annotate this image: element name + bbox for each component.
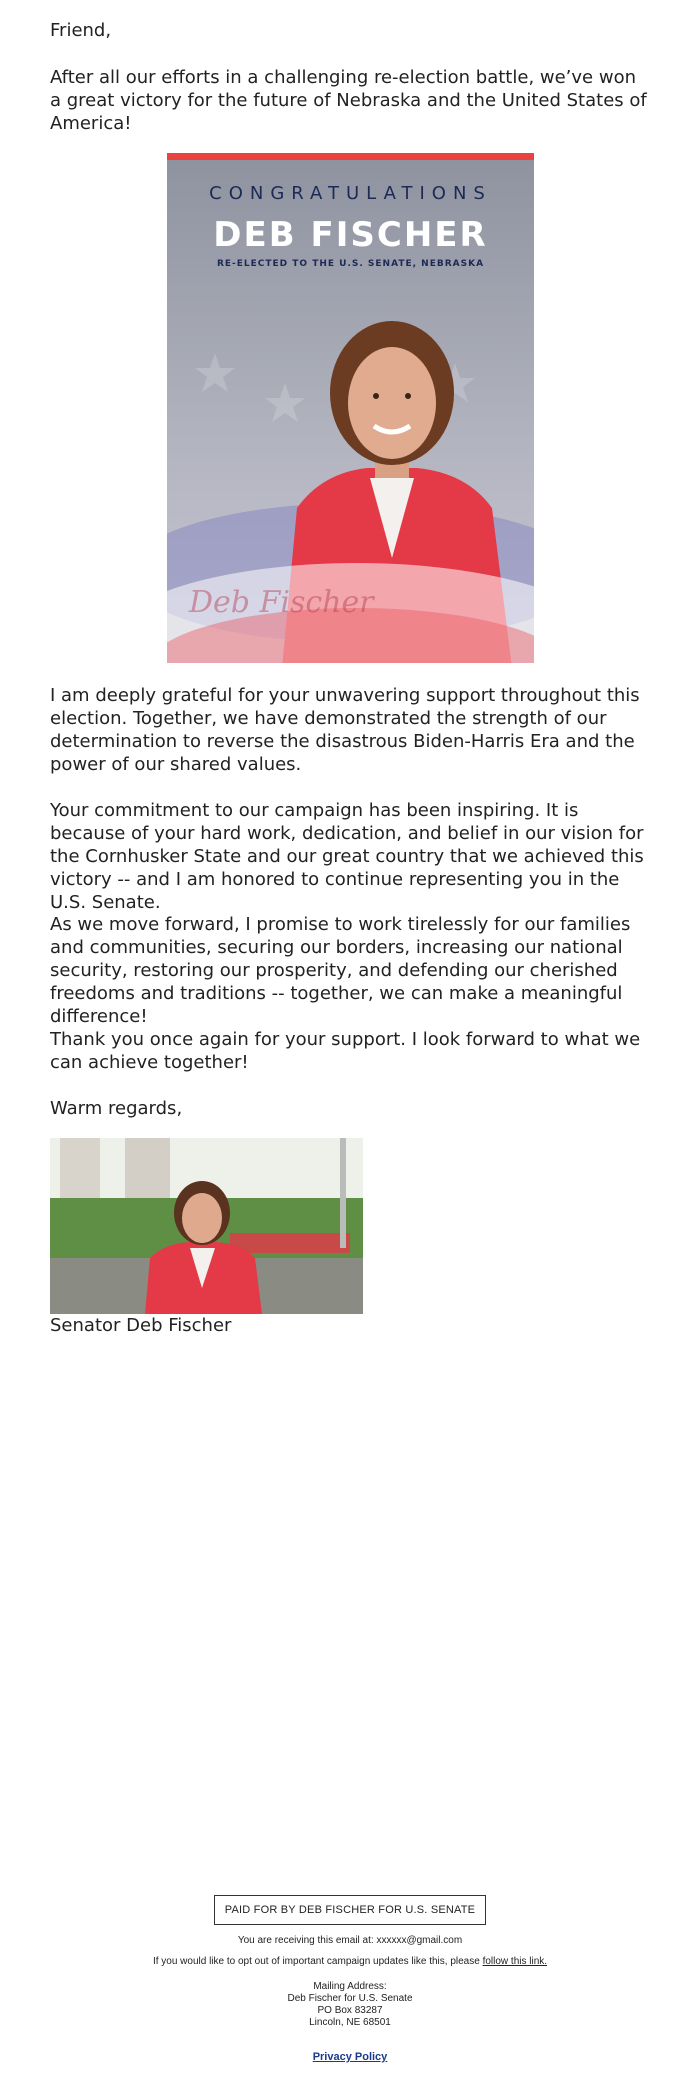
privacy-policy-link[interactable]: Privacy Policy <box>312 2051 388 2063</box>
hero-congratulations: CONGRATULATIONS <box>209 183 492 204</box>
receiving-notice: You are receiving this email at: xxxxxx@gmail.com <box>237 1935 463 1946</box>
hero-signature: Deb Fischer <box>189 585 374 620</box>
greeting: Friend, <box>50 20 112 41</box>
paid-for-box: PAID FOR BY DEB FISCHER FOR U.S. SENATE <box>214 1895 486 1925</box>
warm-regards: Warm regards, <box>50 1098 183 1119</box>
paragraph-commitment: Your commitment to our campaign has been inspiring. It is because of your hard work, dedication, and belief in our vision for the Cornhusker State and our great country that we achieved this victory -- and I am honored to continue representing you in the U.S. Senate. <box>50 800 644 913</box>
senator-garden-photo <box>50 1138 363 1314</box>
hero-top-bar <box>167 153 534 160</box>
mailing-address <box>0 1981 700 2029</box>
email-footer <box>0 1895 700 2065</box>
optout-line <box>0 1956 700 1967</box>
signoff: Senator Deb Fischer <box>50 1315 232 1336</box>
paragraph-thanks: Thank you once again for your support. I look forward to what we can achieve together! <box>50 1029 641 1073</box>
hero-subtitle: RE-ELECTED TO THE U.S. SENATE, NEBRASKA <box>216 259 485 269</box>
mailing-pobox: PO Box 83287 <box>317 2005 383 2016</box>
optout-text: If you would like to opt out of important campaign updates like this, please <box>152 1956 483 1967</box>
congratulations-graphic <box>167 153 534 663</box>
hero-name: DEB FISCHER <box>213 215 488 255</box>
paragraph-gratitude: I am deeply grateful for your unwavering support throughout this election. Together, we have demonstrated the strength of our determination to reverse the disastrous Biden-Harris Era and the power of our shared values. <box>50 685 640 775</box>
mailing-city: Lincoln, NE 68501 <box>309 2017 391 2028</box>
optout-link[interactable]: follow this link. <box>482 1956 548 1967</box>
paragraph-promise: As we move forward, I promise to work tirelessly for our families and communities, securing our borders, increasing our national security, restoring our prosperity, and defending our cherished freedoms and traditions -- together, we can make a meaningful difference! <box>50 914 631 1027</box>
mailing-org: Deb Fischer for U.S. Senate <box>287 1993 413 2004</box>
garden-scene <box>50 1138 363 1314</box>
mailing-label: Mailing Address: <box>313 1981 387 1992</box>
intro-paragraph: After all our efforts in a challenging re-election battle, we’ve won a great victory for the future of Nebraska and the United States of America! <box>50 67 647 134</box>
